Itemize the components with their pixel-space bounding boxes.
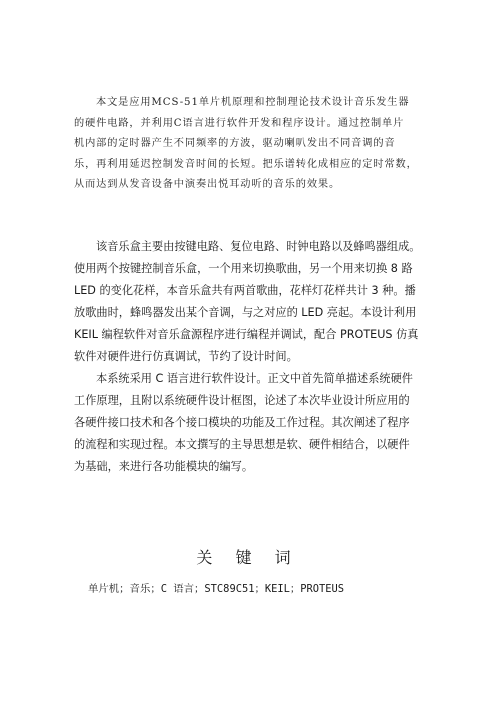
body-line: 使用两个按键控制音乐盒，一个用来切换歌曲，另一个用来切换 8 路 [74,262,413,275]
body-section [74,236,430,478]
abstract-section [74,93,428,196]
body-paragraph-2 [74,368,430,478]
keywords-heading: 关 键 词 [196,548,300,567]
body-line: 的流程和实现过程。本文撰写的主导思想是软、硬件相结合，以硬件 [74,438,410,451]
body-line: 各硬件接口技术和各个接口模块的功能及工作过程。其次阐述了程序 [74,416,410,429]
body-line: 工作原理，且附以系统硬件设计框图，论述了本次毕业设计所应用的 [74,394,410,407]
abstract-line: 从而达到从发音设备中演奏出悦耳动听的音乐的效果。 [74,179,341,191]
abstract-line: 乐，再利用延迟控制发音时间的长短。把乐谱转化成相应的定时常数， [74,158,418,170]
body-line: 软件对硬件进行仿真调试，节约了设计时间。 [74,350,298,363]
body-paragraph-1 [74,236,430,368]
abstract-line: 机内部的定时器产生不同频率的方波，驱动喇叭发出不同音调的音 [74,138,396,150]
body-line: 放歌曲时，蜂鸣器发出某个音调，与之对应的 LED 亮起。本设计利用 [74,306,417,319]
body-line: 本系统采用 C 语言进行软件设计。正文中首先简单描述系统硬件 [96,372,413,385]
abstract-line: 本文是应用MCS-51单片机原理和控制理论技术设计音乐发生器 [96,97,410,108]
keywords-list: 单片机；音乐；C 语言；STC89C51；KEIL；PROTEUS [88,583,345,595]
abstract-line: 的硬件电路，并利用C语言进行软件开发和程序设计。通过控制单片 [74,117,405,129]
body-line: 该音乐盒主要由按键电路、复位电路、时钟电路以及蜂鸣器组成。 [96,240,421,253]
body-line: KEIL 编程软件对音乐盒源程序进行编程并调试，配合 PROTEUS 仿真 [74,328,419,341]
body-line: 为基础，来进行各功能模块的编写。 [74,460,254,473]
body-line: LED 的变化花样，本音乐盒共有两首歌曲，花样灯花样共计 3 种。播 [74,284,416,297]
